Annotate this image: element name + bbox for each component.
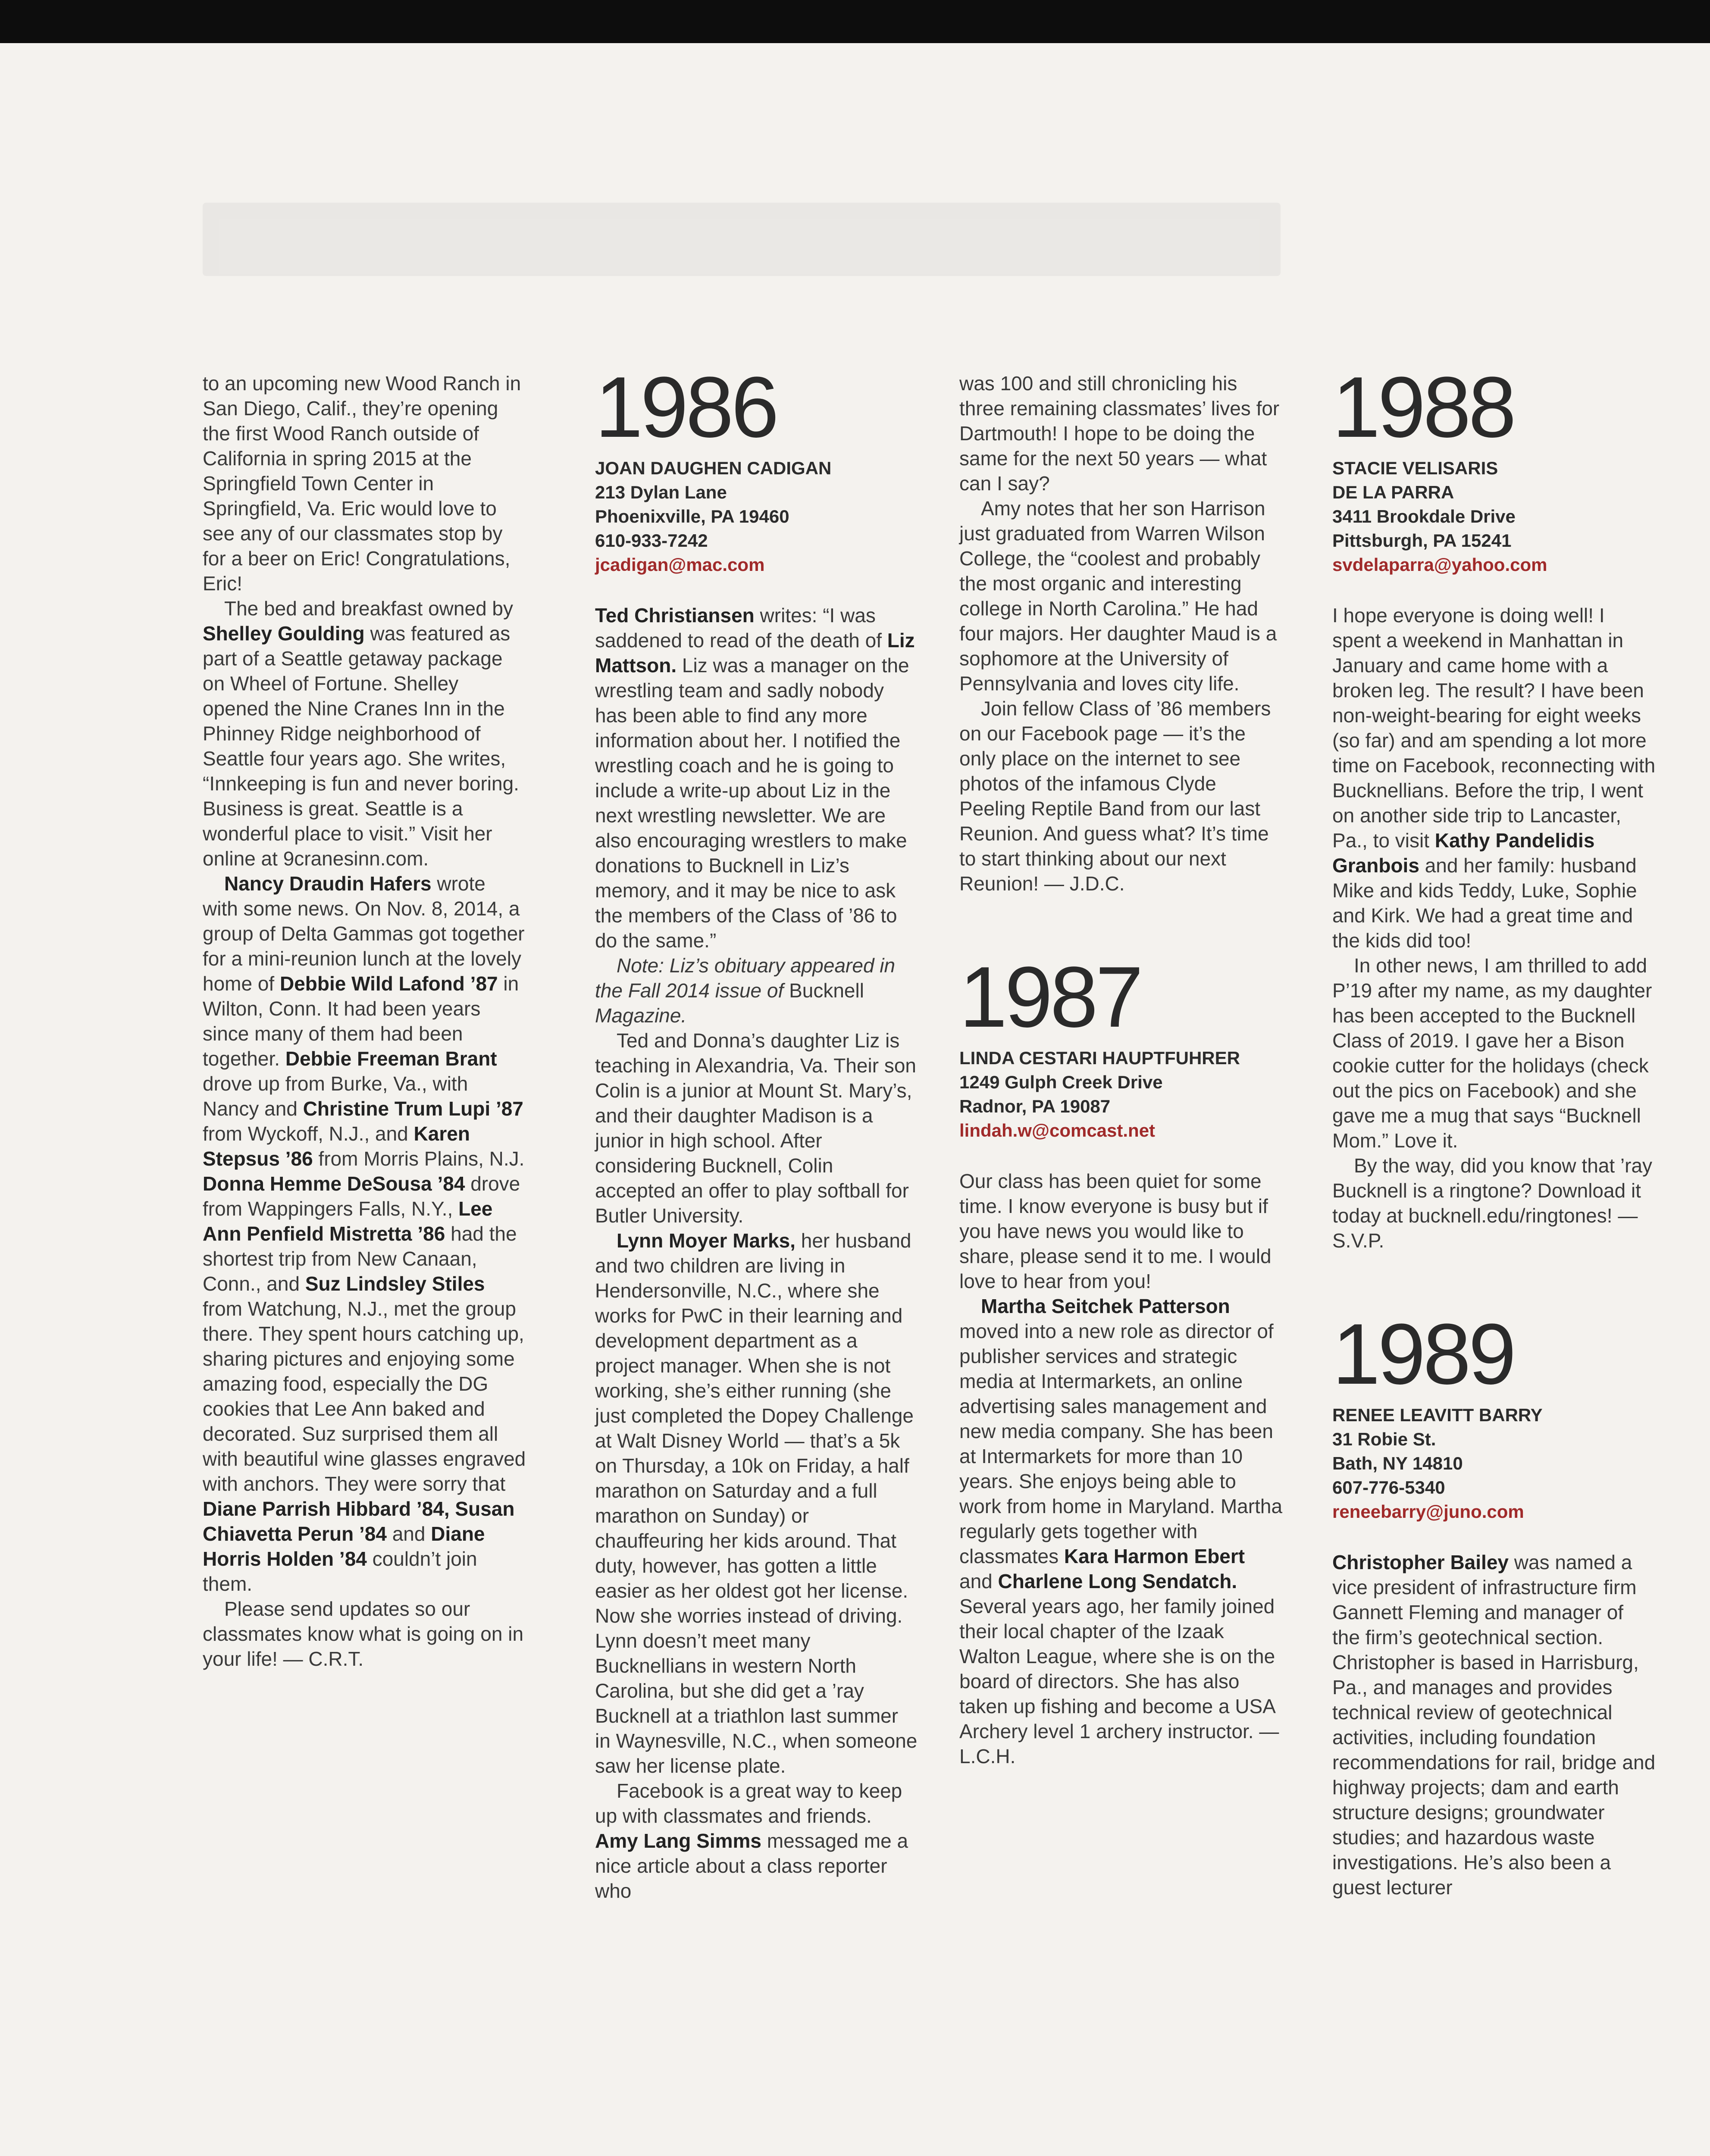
reporter-address-1: 213 Dylan Lane — [595, 482, 727, 502]
class-reporter-1986 — [595, 456, 918, 577]
reporter-address-1: 31 Robie St. — [1332, 1429, 1436, 1449]
reporter-address-1: 1249 Gulph Creek Drive — [959, 1072, 1163, 1092]
col3-paragraph-3: Join fellow Class of ’86 members on our Facebook page — it’s the only place on the internet to see photos of the infamous Clyde Peeling Reptile Band from our last Reunion. And guess what? It’s time to start thinking about our next Reunion! — J.D.C. — [959, 697, 1271, 895]
reporter-address-2: Pittsburgh, PA 15241 — [1332, 530, 1512, 551]
1986-paragraph-1: Ted Christiansen writes: “I was saddened to read of the death of Liz Mattson. Liz was a manager on the wrestling team and sadly nobody has been able to find any more information about her. I notified the wrestling coach and he is going to include a write-up about Liz in the next wrestling newsletter. We are also encouraging wrestlers to make donations to Bucknell in Liz’s memory, and it may be nice to ask the members of the Class of ’86 to do the same.” — [595, 604, 915, 952]
reporter-address-2: Radnor, PA 19087 — [959, 1096, 1111, 1116]
bleed-through-area — [203, 203, 1281, 276]
class-reporter-1987 — [959, 1046, 1283, 1143]
col1-paragraph-2: The bed and breakfast owned by Shelley Goulding was featured as part of a Seattle getaway package on Wheel of Fortune. Shelley opened the Nine Cranes Inn in the Phinney Ridge neighborhood of Seattle four years ago. She writes, “Innkeeping is fun and never boring. Business is great. Seattle is a wonderful place to visit.” Visit her online at 9cranesinn.com. — [203, 597, 519, 870]
1986-paragraph-3: Ted and Donna’s daughter Liz is teaching in Alexandria, Va. Their son Colin is a junior at Mount St. Mary’s, and their daughter Madison is a junior in high school. After considering Bucknell, Colin accepted an offer to play softball for Butler University. — [595, 1029, 916, 1227]
col3-paragraph-1: was 100 and still chronicling his three remaining classmates’ lives for Dartmouth! I hope to be doing the same for the next 50 years — what can I say? — [959, 372, 1280, 495]
column-3 — [959, 371, 1283, 1769]
1986-paragraph-2: Note: Liz’s obituary appeared in the Fall 2014 issue of Bucknell Magazine. — [595, 954, 896, 1027]
reporter-phone: 610-933-7242 — [595, 530, 708, 551]
column-1 — [203, 371, 526, 1671]
class-year-1987: 1987 — [959, 949, 1141, 1045]
reporter-phone: 607-776-5340 — [1332, 1477, 1445, 1498]
1986-paragraph-4: Lynn Moyer Marks, her husband and two children are living in Hendersonville, N.C., where she works for PwC in their learning and development department as a project manager. When she is not working, she’s either running (she just completed the Dopey Challenge at Walt Disney World — that’s a 5k on Thursday, a 10k on Friday, a half marathon on Saturday and a full marathon on Sunday) or chauffeuring her kids around. That duty, however, has gotten a little easier as her oldest got her license. Now she worries instead of driving. Lynn doesn’t meet many Bucknellians in western North Carolina, but she did get a ’ray Bucknell at a triathlon last summer in Waynesville, N.C., when someone saw her license plate. — [595, 1229, 918, 1777]
reporter-name: LINDA CESTARI HAUPTFUHRER — [959, 1048, 1240, 1068]
column-4 — [1332, 359, 1656, 1900]
1989-paragraph-1: Christopher Bailey was named a vice president of infrastructure firm Gannett Fleming and manager of the firm’s geotechnical section. Christopher is based in Harrisburg, Pa., and manages and provides technical review of geotechnical activities, including foundation recommendations for rail, bridge and highway projects; dam and earth structure designs; groundwater studies; and hazardous waste investigations. He’s also been a guest lecturer — [1332, 1551, 1656, 1899]
1986-paragraph-5: Facebook is a great way to keep up with classmates and friends. Amy Lang Simms messaged me a nice article about a class reporter who — [595, 1780, 908, 1902]
col1-paragraph-3: Nancy Draudin Hafers wrote with some news. On Nov. 8, 2014, a group of Delta Gammas got together for a mini-reunion lunch at the lovely home of Debbie Wild Lafond ’87 in Wilton, Conn. It had been years since many of them had been together. Debbie Freeman Brant drove up from Burke, Va., with Nancy and Christine Trum Lupi ’87 from Wyckoff, N.J., and Karen Stepsus ’86 from Morris Plains, N.J. Donna Hemme DeSousa ’84 drove from Wappingers Falls, N.Y., Lee Ann Penfield Mistretta ’86 had the shortest trip from New Canaan, Conn., and Suz Lindsley Stiles from Watchung, N.J., met the group there. They spent hours catching up, sharing pictures and enjoying some amazing food, especially the DG cookies that Lee Ann baked and decorated. Suz surprised them all with beautiful wine glasses engraved with anchors. They were sorry that Diane Parrish Hibbard ’84, Susan Chiavetta Perun ’84 and Diane Horris Holden ’84 couldn’t join them. — [203, 872, 526, 1595]
class-year-1988: 1988 — [1332, 359, 1514, 455]
reporter-name-2: DE LA PARRA — [1332, 482, 1454, 502]
col1-paragraph-1: to an upcoming new Wood Ranch in San Diego, Calif., they’re opening the first Wood Ranch outside of California in spring 2015 at the Springfield Town Center in Springfield, Va. Eric would love to see any of our classmates stop by for a beer on Eric! Congratulations, Eric! — [203, 372, 521, 595]
reporter-name: RENEE LEAVITT BARRY — [1332, 1405, 1543, 1425]
reporter-email[interactable]: jcadigan@mac.com — [595, 555, 765, 575]
1988-paragraph-2: In other news, I am thrilled to add P’19 after my name, as my daughter has been accepted to the Bucknell Class of 2019. I gave her a Bison cookie cutter for the holidays (check out the pics on Facebook) and she gave me a mug that says “Bucknell Mom.” Love it. — [1332, 954, 1652, 1152]
class-year-1989: 1989 — [1332, 1306, 1514, 1402]
reporter-email[interactable]: reneebarry@juno.com — [1332, 1501, 1524, 1522]
reporter-address-2: Bath, NY 14810 — [1332, 1453, 1463, 1473]
reporter-email[interactable]: lindah.w@comcast.net — [959, 1120, 1156, 1141]
top-scan-border — [0, 0, 1710, 43]
reporter-address-1: 3411 Brookdale Drive — [1332, 506, 1516, 526]
1988-paragraph-3: By the way, did you know that ’ray Bucknell is a ringtone? Download it today at bucknell.edu/ringtones! — S.V.P. — [1332, 1154, 1653, 1252]
column-2 — [595, 359, 918, 1903]
1987-paragraph-1: Our class has been quiet for some time. I know everyone is busy but if you have news you would like to share, please send it to me. I would love to hear from you! — [959, 1170, 1272, 1292]
reporter-email[interactable]: svdelaparra@yahoo.com — [1332, 555, 1547, 575]
class-reporter-1989 — [1332, 1403, 1656, 1524]
1987-paragraph-2: Martha Seitchek Patterson moved into a new role as director of publisher services and strategic media at Intermarkets, an online advertising sales management and new media company. She has been at Intermarkets for more than 10 years. She enjoys being able to work from home in Maryland. Martha regularly gets together with classmates Kara Harmon Ebert and Charlene Long Sendatch. Several years ago, her family joined their local chapter of the Izaak Walton League, where she is on the board of directors. She has also taken up fishing and become a USA Archery level 1 archery instructor. — L.C.H. — [959, 1295, 1283, 1767]
reporter-address-2: Phoenixville, PA 19460 — [595, 506, 789, 526]
col3-paragraph-2: Amy notes that her son Harrison just graduated from Warren Wilson College, the “coolest and probably the most organic and interesting college in North Carolina.” He had four majors. Her daughter Maud is a sophomore at the University of Pennsylvania and loves city life. — [959, 497, 1277, 695]
reporter-name-1: STACIE VELISARIS — [1332, 458, 1498, 478]
class-year-1986: 1986 — [595, 359, 777, 455]
reporter-name: JOAN DAUGHEN CADIGAN — [595, 458, 832, 478]
col1-paragraph-4: Please send updates so our classmates know what is going on in your life! — C.R.T. — [203, 1598, 524, 1670]
1988-paragraph-1: I hope everyone is doing well! I spent a weekend in Manhattan in January and came home with a broken leg. The result? I have been non-weight-bearing for eight weeks (so far) and am spending a lot more time on Facebook, reconnecting with Bucknellians. Before the trip, I went on another side trip to Lancaster, Pa., to visit Kathy Pandelidis Granbois and her family: husband Mike and kids Teddy, Luke, Sophie and Kirk. We had a great time and the kids did too! — [1332, 604, 1656, 952]
class-reporter-1988 — [1332, 456, 1656, 577]
